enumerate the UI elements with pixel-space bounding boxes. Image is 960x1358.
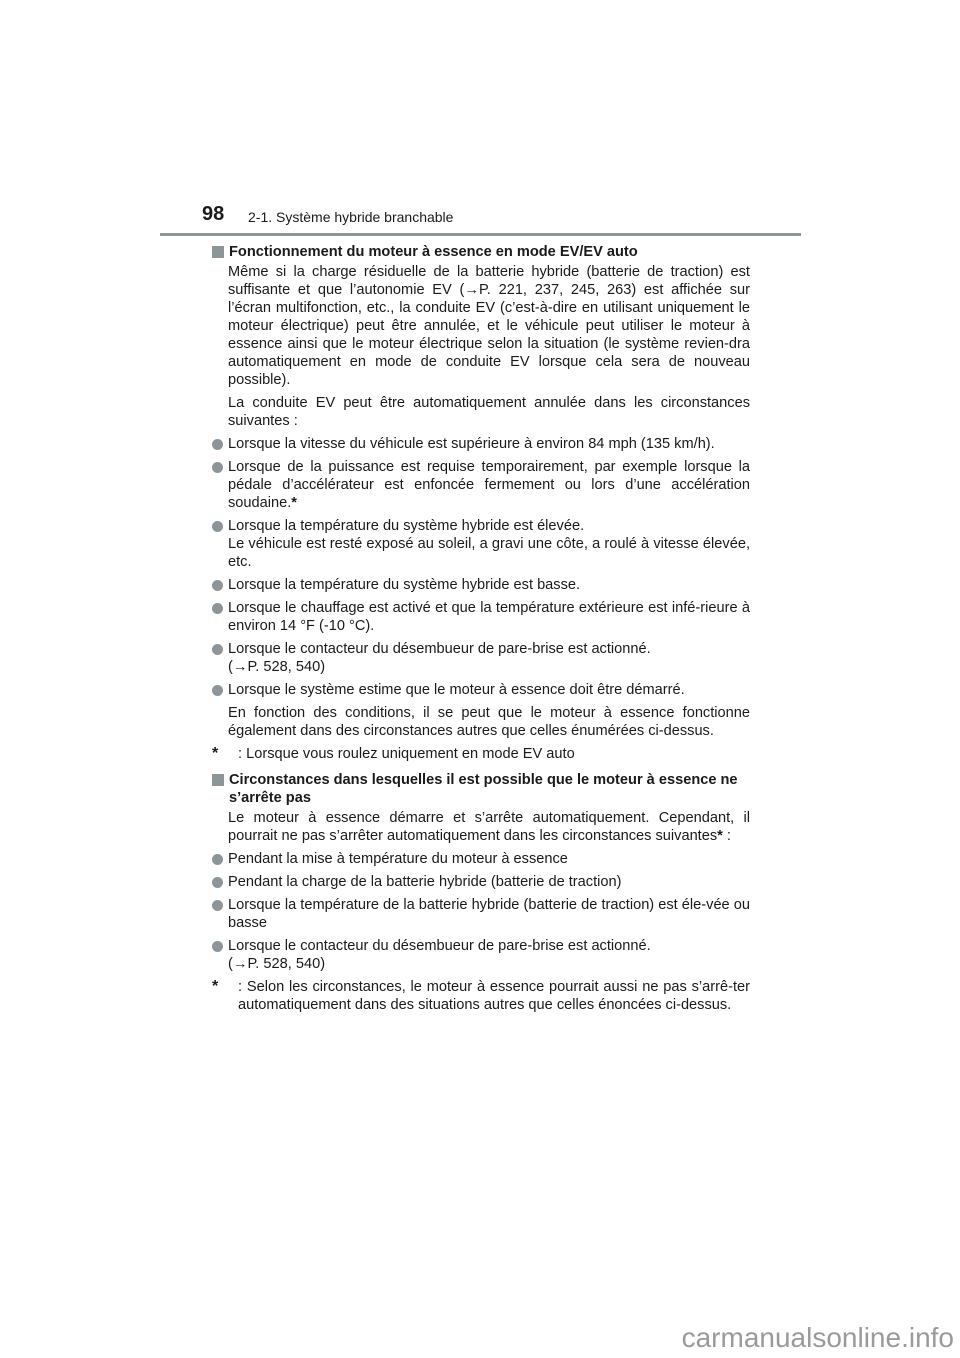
footnote-star: *	[212, 978, 219, 995]
bullet-icon	[212, 603, 223, 614]
paragraph: La conduite EV peut être automatiquement annulée dans les circonstances suivantes :	[228, 395, 750, 429]
footnote-star: *	[717, 828, 723, 844]
bullet-icon	[212, 521, 223, 532]
list-item-text: Lorsque le contacteur du désembueur de pare-brise est actionné.	[228, 938, 651, 954]
list-item-text: Lorsque de la puissance est requise temporairement, par exemple lorsque la pédale d’accélérateur est enfoncée fermement ou lors d’une accélération soudaine.	[228, 459, 750, 511]
list-item-text: Lorsque la température de la batterie hybride (batterie de traction) est éle-vée ou basse	[228, 897, 750, 931]
list-item-text: Lorsque la température du système hybride est basse.	[228, 577, 581, 593]
bullet-icon	[212, 900, 223, 911]
list-item	[212, 850, 750, 868]
footnote-star: *	[212, 745, 219, 762]
list-item	[212, 599, 750, 635]
footnote-star: *	[291, 495, 297, 511]
list-item	[212, 937, 750, 973]
bullet-icon	[212, 854, 223, 865]
list-item-text: Lorsque la vitesse du véhicule est supérieure à environ 84 mph (135 km/h).	[228, 436, 715, 452]
list-item-text: Lorsque le chauffage est activé et que la température extérieure est infé-rieure à environ 14 °F (-10 °C).	[228, 600, 750, 634]
paragraph-text: Le moteur à essence démarre et s’arrête automatiquement. Cependant, il pourrait ne pas s’arrêter automatiquement dans les circonstances suivantes	[228, 810, 750, 844]
square-bullet-icon	[212, 246, 224, 258]
paragraph	[212, 809, 750, 845]
list-item-text: Pendant la mise à température du moteur à essence	[228, 851, 568, 867]
section-heading	[212, 243, 750, 261]
list-item	[212, 896, 750, 932]
list-item-text: Lorsque le contacteur du désembueur de pare-brise est actionné.	[228, 641, 651, 657]
footnote	[212, 745, 750, 763]
bullet-icon	[212, 685, 223, 696]
list-item	[212, 458, 750, 512]
bullet-icon	[212, 941, 223, 952]
page-reference: (→P. 528, 540)	[228, 956, 326, 972]
footnote-text: : Selon les circonstances, le moteur à essence pourrait aussi ne pas s’arrê-ter automatiquement dans des situations autres que celles énoncées ci-dessus.	[238, 979, 750, 1013]
footnote-text: : Lorsque vous roulez uniquement en mode EV auto	[238, 746, 575, 762]
section-heading	[212, 771, 750, 807]
bullet-icon	[212, 644, 223, 655]
heading-text: Fonctionnement du moteur à essence en mode EV/EV auto	[229, 244, 638, 260]
chapter-title: 2-1. Système hybride branchable	[248, 209, 454, 225]
bullet-icon	[212, 580, 223, 591]
footnote	[212, 978, 750, 1014]
paragraph: En fonction des conditions, il se peut que le moteur à essence fonctionne également dans des circonstances autres que celles énumérées ci-dessus.	[228, 705, 750, 739]
bullet-icon	[212, 877, 223, 888]
list-item	[212, 576, 750, 594]
page-reference: (→P. 528, 540)	[228, 659, 326, 675]
watermark: carmanualsonline.info	[681, 1322, 954, 1353]
list-item-text: Lorsque la température du système hybride est élevée.	[228, 518, 585, 534]
page-number: 98	[202, 203, 225, 225]
list-item	[212, 640, 750, 676]
list-item-subtext: Le véhicule est resté exposé au soleil, a gravi une côte, a roulé à vitesse élevée, etc.	[228, 536, 750, 570]
list-item-text: Pendant la charge de la batterie hybride (batterie de traction)	[228, 874, 622, 890]
list-item	[212, 873, 750, 891]
list-item-text: Lorsque le système estime que le moteur à essence doit être démarré.	[228, 682, 685, 698]
bullet-icon	[212, 439, 223, 450]
list-item	[212, 681, 750, 699]
page-content	[212, 243, 750, 1019]
square-bullet-icon	[212, 774, 224, 786]
bullet-icon	[212, 462, 223, 473]
paragraph: Même si la charge résiduelle de la batterie hybride (batterie de traction) est suffisante et que l’autonomie EV (→P. 221, 237, 245, 263) est affichée sur l’écran multifonction, etc., la conduite EV (c’est-à-dire en utilisant uniquement le moteur électrique) peut être annulée, et le véhicule peut utiliser le moteur à essence ainsi que le moteur électrique selon la situation (le système revien-dra automatiquement en mode de conduite EV lorsque cela sera de nouveau possible).	[228, 264, 750, 388]
list-item	[212, 517, 750, 571]
list-item	[212, 435, 750, 453]
header-divider	[160, 233, 801, 236]
heading-text: Circonstances dans lesquelles il est possible que le moteur à essence ne s’arrête pas	[229, 772, 738, 806]
paragraph-text-end: :	[722, 828, 731, 844]
